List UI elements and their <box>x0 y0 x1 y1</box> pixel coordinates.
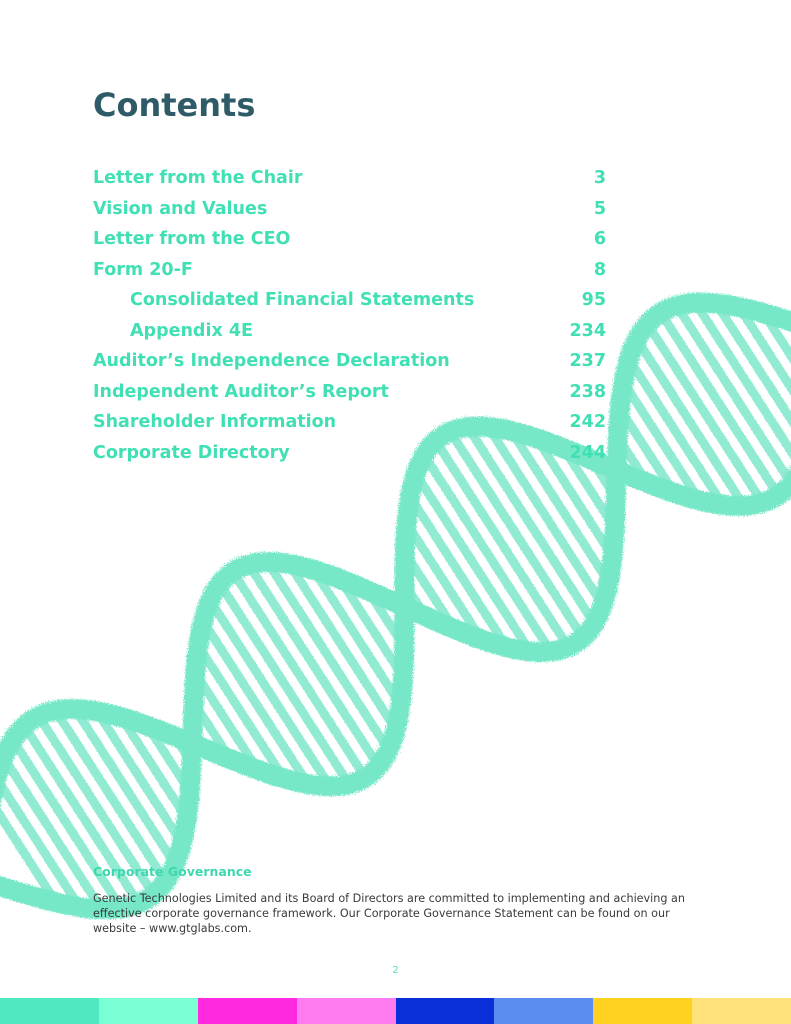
toc-entry[interactable] <box>93 407 606 438</box>
toc-entry-label: Corporate Directory <box>93 442 290 463</box>
footer-color-segment <box>494 998 593 1024</box>
toc-entry-page: 3 <box>593 168 606 188</box>
footer-color-segment <box>99 998 198 1024</box>
toc-entry-label: Letter from the CEO <box>93 229 291 249</box>
toc-entry-label: Consolidated Financial Statements <box>130 290 475 310</box>
table-of-contents <box>93 163 606 468</box>
toc-entry[interactable] <box>93 224 606 255</box>
footer-color-segment <box>593 998 692 1024</box>
toc-entry[interactable] <box>93 346 606 377</box>
toc-entry-label: Auditor’s Independence Declaration <box>93 351 450 371</box>
governance-text: Genetic Technologies Limited and its Board of Directors are committed to implementing and achieving an effective corporate governance framework. Our Corporate Governance Statement can be found on our website – www.gtglabs.com. <box>93 892 685 935</box>
footer-color-segment <box>198 998 297 1024</box>
toc-entry-page: 5 <box>593 198 606 219</box>
toc-entry-page: 95 <box>581 290 606 310</box>
toc-entry-page: 242 <box>569 412 606 432</box>
toc-entry-label: Vision and Values <box>93 198 268 219</box>
toc-entry-label: Form 20-F <box>93 259 193 280</box>
toc-entry-page: 8 <box>593 259 606 280</box>
toc-entry[interactable] <box>93 285 606 316</box>
toc-entry[interactable] <box>93 255 606 286</box>
toc-entry-page: 6 <box>593 229 606 249</box>
toc-entry[interactable] <box>93 377 606 408</box>
toc-entry-page: 238 <box>569 381 606 402</box>
dna-base-pair <box>436 441 569 647</box>
governance-heading: Corporate Governance <box>93 864 252 879</box>
toc-entry[interactable] <box>93 438 606 469</box>
toc-entry-page: 237 <box>569 351 606 371</box>
footer-color-segment <box>396 998 495 1024</box>
toc-entry-label: Appendix 4E <box>130 320 253 341</box>
page-title: Contents <box>93 86 256 124</box>
toc-entry-label: Independent Auditor’s Report <box>93 381 389 402</box>
toc-entry-page: 234 <box>569 320 606 341</box>
footer-color-bar <box>0 998 791 1024</box>
footer-color-segment <box>297 998 396 1024</box>
page-number: 2 <box>392 965 399 976</box>
toc-entry[interactable] <box>93 316 606 347</box>
toc-entry-page: 244 <box>569 442 606 463</box>
footer-color-segment <box>0 998 99 1024</box>
toc-entry[interactable] <box>93 194 606 225</box>
toc-entry[interactable] <box>93 163 606 194</box>
toc-entry-label: Shareholder Information <box>93 412 337 432</box>
footer-color-segment <box>692 998 791 1024</box>
toc-entry-label: Letter from the Chair <box>93 168 303 188</box>
